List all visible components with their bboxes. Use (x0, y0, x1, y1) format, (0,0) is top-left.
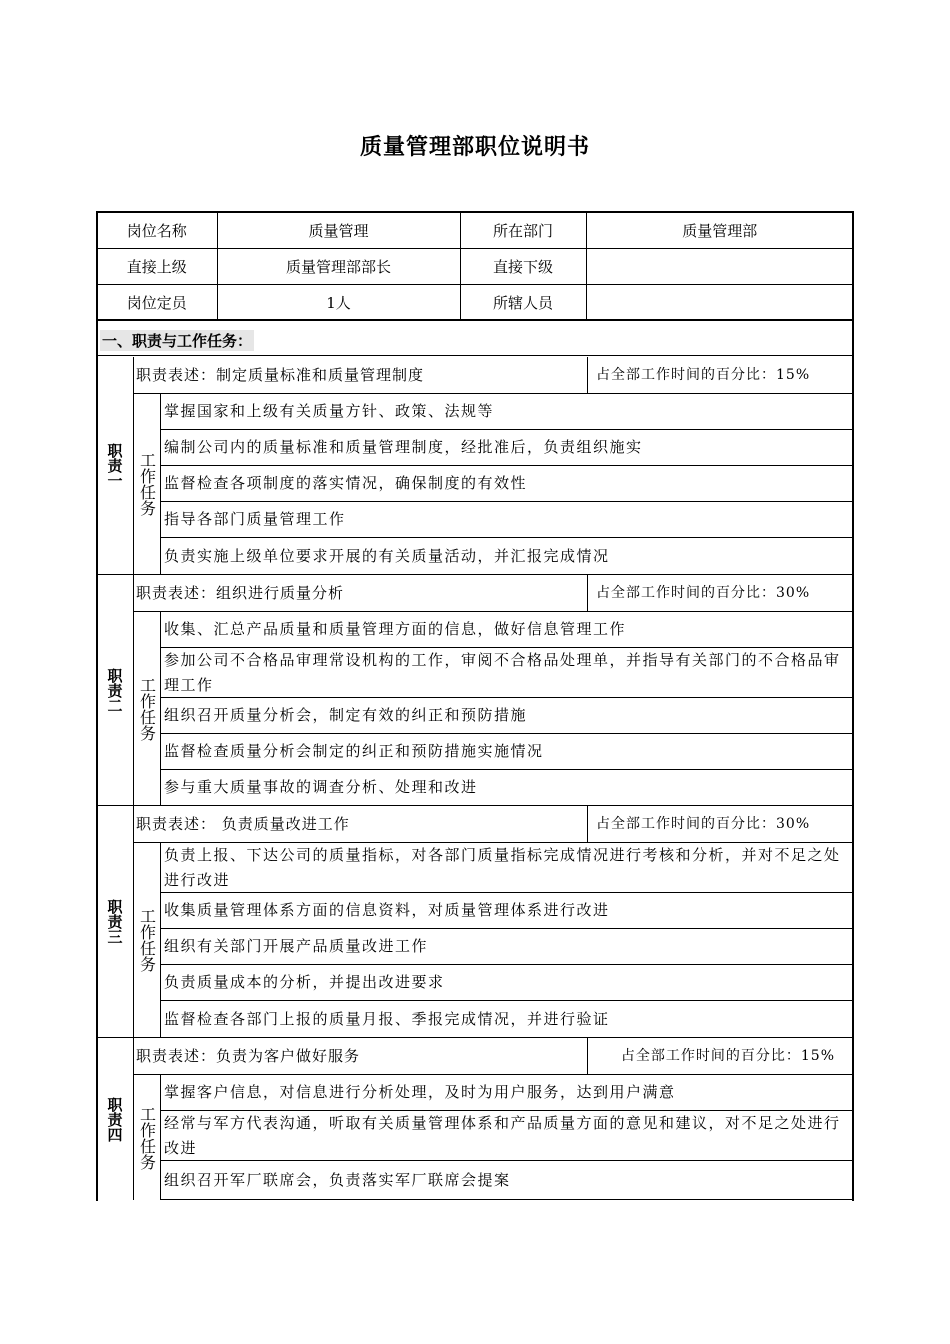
task-item: 组织有关部门开展产品质量改进工作 (161, 929, 853, 965)
duty-name: 职责四 (105, 1096, 124, 1142)
duty-name-cell (97, 357, 134, 574)
duty-desc: 职责表述：组织进行质量分析 (136, 575, 588, 611)
headcount-value: 1人 (217, 285, 460, 321)
task-label-cell (134, 1075, 161, 1200)
subordinate-label: 直接下级 (460, 249, 586, 285)
task-item: 参加公司不合格品审理常设机构的工作，审阅不合格品处理单，并指导有关部门的不合格品审理工作 (161, 648, 853, 698)
task-item: 负责质量成本的分析，并提出改进要求 (161, 965, 853, 1001)
task-label-cell (134, 843, 161, 1037)
duty-percent: 占全部工作时间的百分比：15% (596, 367, 811, 383)
page-title: 质量管理部职位说明书 (359, 135, 590, 160)
post-name-value: 质量管理 (217, 213, 460, 249)
post-name-label: 岗位名称 (97, 213, 217, 249)
section-title: 一、职责与工作任务： (102, 332, 253, 350)
table-row (97, 285, 853, 321)
duty-percent: 占全部工作时间的百分比：15% (620, 1048, 835, 1064)
duty-percent: 占全部工作时间的百分比：30% (596, 585, 811, 601)
task-item: 参与重大质量事故的调查分析、处理和改进 (164, 778, 478, 796)
task-item: 指导各部门质量管理工作 (161, 502, 853, 538)
task-item: 负责实施上级单位要求开展的有关质量活动，并汇报完成情况 (164, 546, 610, 565)
divider (96, 319, 854, 321)
task-item: 监督检查质量分析会制定的纠正和预防措施实施情况 (161, 734, 853, 770)
task-label-cell (134, 612, 161, 805)
headcount-label: 岗位定员 (97, 285, 217, 321)
task-label-cell (134, 394, 161, 574)
duty-name-cell (97, 806, 134, 1037)
dept-label: 所在部门 (460, 213, 586, 249)
duty-block-4 (97, 1038, 853, 1200)
duty-name: 职责三 (105, 899, 124, 944)
task-item: 经常与军方代表沟通，听取有关质量管理体系和产品质量方面的意见和建议，对不足之处进行改进 (161, 1111, 853, 1161)
task-item: 组织召开质量分析会，制定有效的纠正和预防措施 (161, 698, 853, 734)
task-item: 负责上报、下达公司的质量指标，对各部门质量指标完成情况进行考核和分析，并对不足之处进行改进 (161, 843, 853, 893)
duty-desc-row (134, 357, 853, 394)
dept-value: 质量管理部 (586, 213, 853, 249)
duty-desc-row (134, 575, 853, 612)
staff-value (586, 285, 853, 321)
task-item: 掌握客户信息，对信息进行分析处理，及时为用户服务，达到用户满意 (161, 1075, 853, 1111)
task-list (161, 843, 853, 1037)
task-label: 工作任务 (137, 908, 157, 972)
section-header (98, 322, 852, 356)
table-row (97, 213, 853, 249)
task-item: 监督检查各项制度的落实情况，确保制度的有效性 (161, 466, 853, 502)
duty-desc: 职责表述：负责为客户做好服务 (136, 1038, 588, 1074)
task-list (161, 394, 853, 574)
duty-desc: 职责表述： 负责质量改进工作 (136, 806, 588, 842)
basic-info-table (97, 213, 853, 321)
task-list (161, 612, 853, 805)
duty-block-3 (97, 806, 853, 1038)
duty-name-cell (97, 1038, 134, 1200)
duty-percent: 占全部工作时间的百分比：30% (596, 816, 811, 832)
staff-label: 所辖人员 (460, 285, 586, 321)
duty-name-cell (97, 575, 134, 805)
task-label: 工作任务 (137, 1105, 157, 1170)
task-item: 收集、汇总产品质量和质量管理方面的信息，做好信息管理工作 (161, 612, 853, 648)
duty-block-2 (97, 575, 853, 806)
superior-value: 质量管理部部长 (217, 249, 460, 285)
duty-desc-row (134, 806, 853, 843)
task-item: 收集质量管理体系方面的信息资料，对质量管理体系进行改进 (161, 893, 853, 929)
duty-desc: 职责表述：制定质量标准和质量管理制度 (136, 357, 588, 393)
task-label: 工作任务 (137, 676, 157, 741)
task-label: 工作任务 (137, 452, 157, 516)
table-row (97, 249, 853, 285)
task-item: 监督检查各部门上报的质量月报、季报完成情况，并进行验证 (164, 1009, 610, 1028)
duty-name: 职责二 (105, 667, 124, 713)
duty-name: 职责一 (105, 443, 124, 488)
subordinate-value (586, 249, 853, 285)
task-item: 掌握国家和上级有关质量方针、政策、法规等 (161, 394, 853, 430)
task-list (161, 1075, 853, 1200)
duty-desc-row (134, 1038, 853, 1075)
duty-block-1 (97, 357, 853, 575)
task-item: 编制公司内的质量标准和质量管理制度，经批准后，负责组织施实 (161, 430, 853, 466)
task-item: 组织召开军厂联席会，负责落实军厂联席会提案 (161, 1161, 853, 1200)
superior-label: 直接上级 (97, 249, 217, 285)
